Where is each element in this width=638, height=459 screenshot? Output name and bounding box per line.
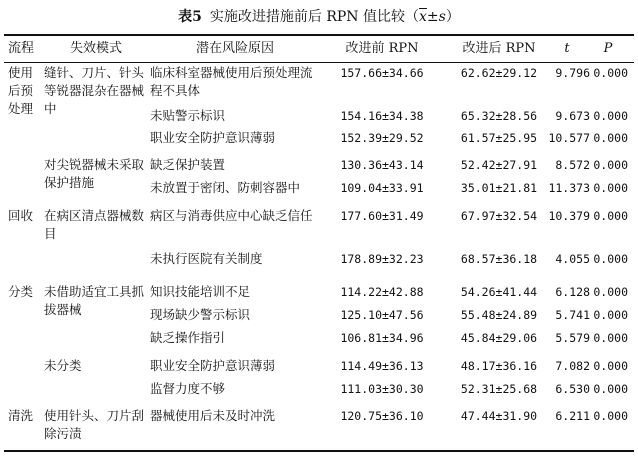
header-risk-cause: 潜在风险原因 xyxy=(195,41,274,56)
p-cell: 0.000 xyxy=(593,131,628,145)
title-pm: ± xyxy=(426,9,439,25)
rpn-before-cell: 157.66±34.66 xyxy=(340,66,424,80)
p-cell: 0.000 xyxy=(593,359,628,373)
t-cell: 6.211 xyxy=(555,409,590,423)
failure-mode-cell: 对尖锐器械未采取保护措施 xyxy=(44,157,145,190)
rpn-before-cell: 120.75±36.10 xyxy=(340,409,424,423)
rpn-after-cell: 52.31±25.68 xyxy=(460,382,538,396)
process-cell: 分类 xyxy=(8,284,34,299)
p-cell: 0.000 xyxy=(593,66,628,80)
rpn-before-cell: 152.39±29.52 xyxy=(340,131,424,145)
header-rule xyxy=(4,62,634,63)
rpn-before-cell: 177.60±31.49 xyxy=(340,209,424,223)
header-failure-mode: 失效模式 xyxy=(69,41,122,56)
header-rpn-after: 改进后 RPN xyxy=(462,41,536,56)
rpn-after-cell: 47.44±31.90 xyxy=(460,409,538,423)
table-label: 表5 xyxy=(178,9,202,25)
risk-cause-cell: 现场缺少警示标识 xyxy=(150,307,251,322)
rpn-after-cell: 48.17±36.16 xyxy=(460,359,538,373)
risk-cause-cell: 知识技能培训不足 xyxy=(150,284,251,299)
process-cell: 回收 xyxy=(8,208,34,223)
table-title xyxy=(0,6,638,28)
t-cell: 6.530 xyxy=(555,382,590,396)
risk-cause-cell: 监督力度不够 xyxy=(150,381,226,396)
rpn-after-cell: 61.57±25.95 xyxy=(460,131,538,145)
p-cell: 0.000 xyxy=(593,409,628,423)
p-cell: 0.000 xyxy=(593,285,628,299)
risk-cause-cell: 缺乏操作指引 xyxy=(150,330,226,345)
header-t: t xyxy=(564,41,570,56)
failure-mode-cell: 缝针、刀片、针头等锐器混杂在器械中 xyxy=(44,65,145,116)
t-cell: 5.741 xyxy=(555,308,590,322)
title-text: 实施改进措施前后 RPN 值比较（ xyxy=(209,9,420,25)
risk-cause-cell: 未贴警示标识 xyxy=(150,108,226,123)
rpn-before-cell: 106.81±34.96 xyxy=(340,331,424,345)
header-rpn-before: 改进前 RPN xyxy=(345,41,419,56)
rpn-after-cell: 55.48±24.89 xyxy=(460,308,538,322)
t-cell: 8.572 xyxy=(555,158,590,172)
risk-cause-cell: 器械使用后未及时冲洗 xyxy=(150,408,276,423)
header-p: P xyxy=(603,41,613,56)
title-s: s xyxy=(438,9,446,25)
t-cell: 10.577 xyxy=(548,131,590,145)
failure-mode-cell: 未借助适宜工具抓拔器械 xyxy=(44,284,145,317)
t-cell: 10.379 xyxy=(548,209,590,223)
p-cell: 0.000 xyxy=(593,181,628,195)
top-rule xyxy=(4,34,634,36)
rpn-before-cell: 125.10±47.56 xyxy=(340,308,424,322)
risk-cause-cell: 未放置于密闭、防刺容器中 xyxy=(150,180,301,195)
risk-cause-cell: 缺乏保护装置 xyxy=(150,157,226,172)
p-cell: 0.000 xyxy=(593,252,628,266)
risk-cause-cell: 职业安全防护意识薄弱 xyxy=(150,358,276,373)
t-cell: 4.055 xyxy=(555,252,590,266)
risk-cause-cell: 临床科室器械使用后预处理流程不具体 xyxy=(150,65,313,98)
risk-cause-cell: 病区与消毒供应中心缺乏信任 xyxy=(150,208,313,223)
p-cell: 0.000 xyxy=(593,331,628,345)
rpn-after-cell: 35.01±21.81 xyxy=(460,181,538,195)
t-cell: 5.579 xyxy=(555,331,590,345)
title-xbar: $\overline{x}$ xyxy=(419,9,427,25)
t-cell: 11.373 xyxy=(548,181,590,195)
rpn-after-cell: 68.57±36.18 xyxy=(460,252,538,266)
p-cell: 0.000 xyxy=(593,109,628,123)
t-cell: 6.128 xyxy=(555,285,590,299)
rpn-before-cell: 154.16±34.38 xyxy=(340,109,424,123)
rpn-before-cell: 130.36±43.14 xyxy=(340,158,424,172)
t-cell: 7.082 xyxy=(555,359,590,373)
rpn-after-cell: 52.42±27.91 xyxy=(460,158,538,172)
header-process: 流程 xyxy=(8,41,35,56)
rpn-after-cell: 67.97±32.54 xyxy=(460,209,538,223)
rpn-after-cell: 45.84±29.06 xyxy=(460,331,538,345)
process-cell: 使用后预处理 xyxy=(8,65,34,116)
risk-cause-cell: 职业安全防护意识薄弱 xyxy=(150,130,276,145)
rpn-before-cell: 178.89±32.23 xyxy=(340,252,424,266)
rpn-before-cell: 109.04±33.91 xyxy=(340,181,424,195)
p-cell: 0.000 xyxy=(593,158,628,172)
risk-cause-cell: 未执行医院有关制度 xyxy=(150,251,263,266)
p-cell: 0.000 xyxy=(593,308,628,322)
rpn-after-cell: 54.26±41.44 xyxy=(460,285,538,299)
failure-mode-cell: 在病区清点器械数目 xyxy=(44,208,145,241)
process-cell: 清洗 xyxy=(8,408,34,423)
t-cell: 9.796 xyxy=(555,66,590,80)
rpn-after-cell: 62.62±29.12 xyxy=(460,66,538,80)
rpn-before-cell: 114.22±42.88 xyxy=(340,285,424,299)
rpn-after-cell: 65.32±28.56 xyxy=(460,109,538,123)
bottom-rule xyxy=(4,450,634,452)
failure-mode-cell: 未分类 xyxy=(44,358,82,373)
t-cell: 9.673 xyxy=(555,109,590,123)
p-cell: 0.000 xyxy=(593,382,628,396)
rpn-before-cell: 111.03±30.30 xyxy=(340,382,424,396)
rpn-before-cell: 114.49±36.13 xyxy=(340,359,424,373)
failure-mode-cell: 使用针头、刀片刮除污渍 xyxy=(44,408,145,441)
p-cell: 0.000 xyxy=(593,209,628,223)
title-suffix: ） xyxy=(445,9,460,25)
